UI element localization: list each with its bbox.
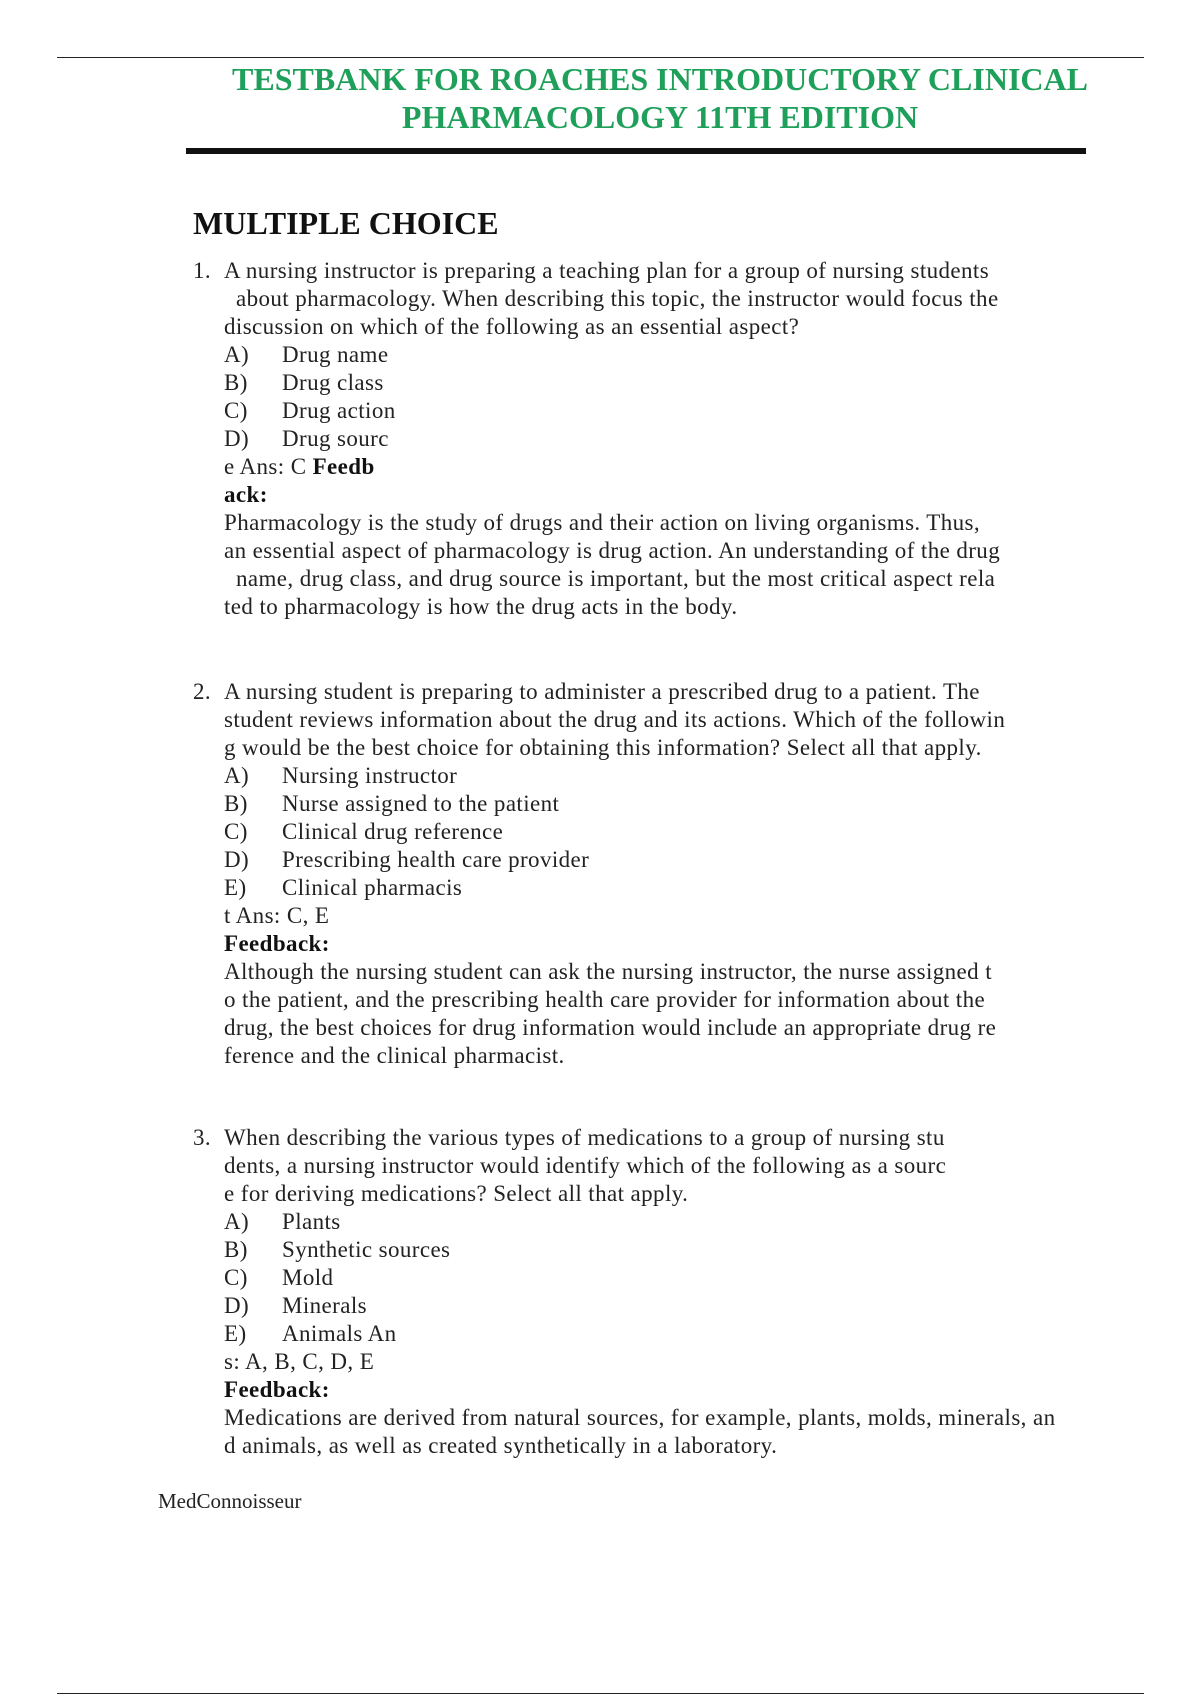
option-d — [224, 425, 1123, 453]
option-b — [224, 369, 1123, 397]
feedback-line: Medications are derived from natural sources, for example, plants, molds, minerals, an — [224, 1405, 1056, 1430]
option-a — [224, 762, 1123, 790]
feedback-line: an essential aspect of pharmacology is drug action. An understanding of the drug — [224, 538, 1001, 563]
feedback-line: Pharmacology is the study of drugs and their action on living organisms. Thus, — [224, 510, 981, 535]
option-letter: B) — [224, 370, 248, 395]
option-text: Synthetic sources — [282, 1237, 451, 1262]
footer-brand: MedConnoisseur — [158, 1489, 302, 1513]
option-letter: B) — [224, 791, 248, 816]
feedback-line: d animals, as well as created synthetically in a laboratory. — [224, 1433, 778, 1458]
feedback-text — [224, 958, 1123, 1070]
option-text: Plants — [282, 1209, 341, 1234]
answer-line: t Ans: C, E — [224, 903, 330, 928]
option-text: Minerals — [282, 1293, 367, 1318]
question-number: 1. — [193, 258, 212, 283]
question-stem — [224, 678, 1123, 762]
question-2 — [193, 678, 1123, 1070]
option-text: Clinical pharmacis — [282, 875, 463, 900]
bottom-rule — [57, 1693, 1144, 1694]
option-text: Clinical drug reference — [282, 819, 504, 844]
option-text: Nurse assigned to the patient — [282, 791, 560, 816]
question-1 — [193, 257, 1123, 621]
option-letter: D) — [224, 426, 250, 451]
stem-line: dents, a nursing instructor would identify which of the following as a sourc — [224, 1153, 947, 1178]
stem-line: g would be the best choice for obtaining this information? Select all that apply. — [224, 735, 982, 760]
feedback-line: drug, the best choices for drug information would include an appropriate drug re — [224, 1015, 997, 1040]
option-a — [224, 1208, 1123, 1236]
option-letter: A) — [224, 763, 250, 788]
option-b — [224, 1236, 1123, 1264]
title-underline — [186, 148, 1086, 154]
option-letter: B) — [224, 1237, 248, 1262]
option-text: Nursing instructor — [282, 763, 458, 788]
option-d — [224, 846, 1123, 874]
option-e — [224, 1320, 1123, 1348]
option-letter: A) — [224, 1209, 250, 1234]
stem-line: A nursing instructor is preparing a teaching plan for a group of nursing students — [224, 258, 990, 283]
option-c — [224, 818, 1123, 846]
feedback-line: ference and the clinical pharmacist. — [224, 1043, 565, 1068]
option-letter: D) — [224, 1293, 250, 1318]
option-a — [224, 341, 1123, 369]
question-number: 3. — [193, 1125, 212, 1150]
option-letter: C) — [224, 398, 248, 423]
option-text: Drug class — [282, 370, 384, 395]
stem-line: about pharmacology. When describing this topic, the instructor would focus the — [236, 286, 999, 311]
option-letter: C) — [224, 819, 248, 844]
feedback-label: Feedback: — [224, 931, 330, 956]
option-letter: D) — [224, 847, 250, 872]
answer-text: e Ans: C — [224, 454, 313, 479]
feedback-line: o the patient, and the prescribing health care provider for information about the — [224, 987, 986, 1012]
question-number: 2. — [193, 679, 212, 704]
answer-line: s: A, B, C, D, E — [224, 1349, 375, 1374]
option-letter: C) — [224, 1265, 248, 1290]
option-text: Animals An — [282, 1321, 397, 1346]
title-line-2: PHARMACOLOGY 11TH EDITION — [401, 99, 919, 135]
stem-line: When describing the various types of medications to a group of nursing stu — [224, 1125, 945, 1150]
option-c — [224, 397, 1123, 425]
stem-line: A nursing student is preparing to administer a prescribed drug to a patient. The — [224, 679, 980, 704]
top-rule — [57, 57, 1144, 58]
feedback-line: Although the nursing student can ask the nursing instructor, the nurse assigned t — [224, 959, 992, 984]
answer-line — [224, 453, 1123, 481]
feedback-label: ack: — [224, 482, 268, 507]
option-text: Drug name — [282, 342, 389, 367]
section-heading: MULTIPLE CHOICE — [193, 205, 499, 241]
feedback-line: ted to pharmacology is how the drug acts in the body. — [224, 594, 738, 619]
question-stem — [224, 1124, 1123, 1208]
feedback-label-part: Feedb — [312, 454, 375, 479]
option-e — [224, 874, 1123, 902]
option-d — [224, 1292, 1123, 1320]
option-c — [224, 1264, 1123, 1292]
option-text: Mold — [282, 1265, 334, 1290]
feedback-text — [224, 509, 1123, 621]
stem-line: e for deriving medications? Select all that apply. — [224, 1181, 689, 1206]
feedback-text — [224, 1404, 1123, 1460]
feedback-label: Feedback: — [224, 1377, 330, 1402]
option-b — [224, 790, 1123, 818]
question-stem — [224, 257, 1123, 341]
stem-line: student reviews information about the drug and its actions. Which of the followin — [224, 707, 1006, 732]
option-text: Prescribing health care provider — [282, 847, 590, 872]
option-text: Drug sourc — [282, 426, 389, 451]
title-line-1: TESTBANK FOR ROACHES INTRODUCTORY CLINICAL — [232, 61, 1088, 97]
option-text: Drug action — [282, 398, 396, 423]
stem-line: discussion on which of the following as an essential aspect? — [224, 314, 800, 339]
option-letter: E) — [224, 875, 247, 900]
question-3 — [193, 1124, 1123, 1460]
option-letter: A) — [224, 342, 250, 367]
document-title — [180, 60, 1140, 136]
option-letter: E) — [224, 1321, 247, 1346]
feedback-line: name, drug class, and drug source is important, but the most critical aspect rela — [236, 566, 996, 591]
